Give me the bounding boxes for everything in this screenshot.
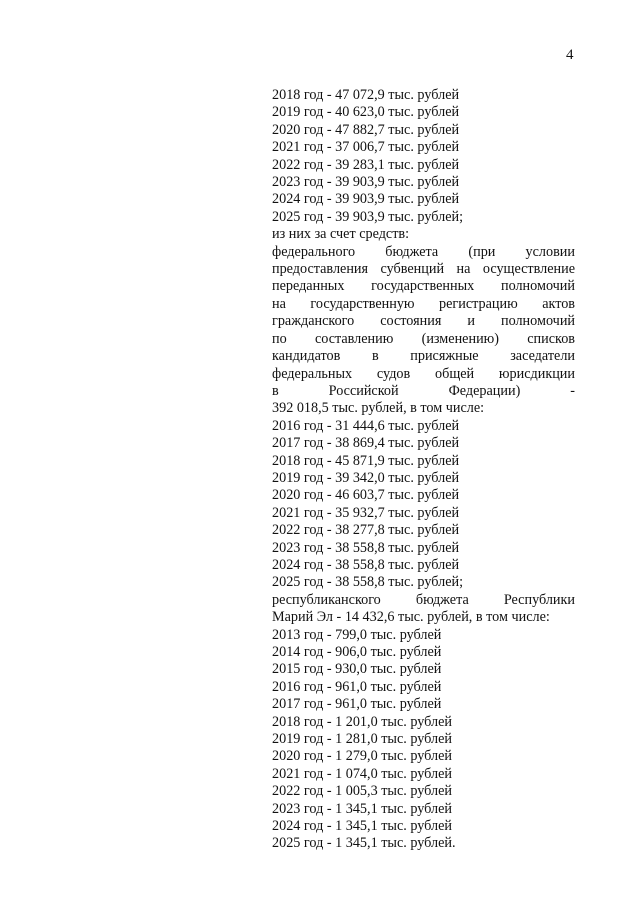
federal-year-line: 2021 год - 35 932,7 тыс. рублей [272,504,460,521]
federal-paragraph-line: по составлению (изменению) списков [272,330,575,347]
federal-year-line: 2023 год - 38 558,8 тыс. рублей [272,539,460,556]
federal-paragraph [272,244,575,401]
republic-year-line: 2019 год - 1 281,0 тыс. рублей [272,731,452,748]
federal-year-line: 2017 год - 38 869,4 тыс. рублей [272,435,460,452]
federal-paragraph-line: на государственную регистрацию актов [272,295,575,312]
federal-year-line: 2025 год - 38 558,8 тыс. рублей; [272,574,464,591]
federal-year-line: 2022 год - 38 277,8 тыс. рублей [272,522,460,539]
republic-year-line: 2024 год - 1 345,1 тыс. рублей [272,818,452,835]
federal-paragraph-line: предоставления субвенций на осуществление [272,261,575,278]
total-year-line: 2019 год - 40 623,0 тыс. рублей [272,104,460,121]
federal-year-line: 2020 год - 46 603,7 тыс. рублей [272,487,460,504]
total-year-line: 2020 год - 47 882,7 тыс. рублей [272,121,460,138]
republic-year-line: 2014 год - 906,0 тыс. рублей [272,644,442,660]
federal-year-line: 2016 год - 31 444,6 тыс. рублей [272,417,460,434]
total-year-line: 2024 год - 39 903,9 тыс. рублей [272,191,460,208]
republic-years-list [272,627,575,853]
federal-paragraph-line: федерального бюджета (при условии [272,243,575,260]
federal-year-line: 2019 год - 39 342,0 тыс. рублей [272,469,460,486]
republic-year-line: 2022 год - 1 005,3 тыс. рублей [272,783,452,800]
total-year-line: 2018 год - 47 072,9 тыс. рублей [272,87,460,103]
republic-year-line: 2017 год - 961,0 тыс. рублей [272,696,442,713]
federal-paragraph-line: переданных государственных полномочий [272,278,575,295]
federal-paragraph-line: в Российской Федерации) - [272,382,575,399]
document-body [272,87,575,853]
republic-year-line: 2021 год - 1 074,0 тыс. рублей [272,765,452,782]
republic-year-line: 2023 год - 1 345,1 тыс. рублей [272,800,452,817]
republic-year-line: 2025 год - 1 345,1 тыс. рублей. [272,835,456,852]
federal-total-text: 392 018,5 тыс. рублей, в том числе: [272,400,485,417]
republic-paragraph [272,592,575,627]
from-funds-text: из них за счет средств: [272,226,410,243]
republic-year-line: 2020 год - 1 279,0 тыс. рублей [272,748,452,765]
total-years-list [272,87,575,226]
federal-paragraph-line: гражданского состояния и полномочий [272,313,575,330]
federal-year-line: 2024 год - 38 558,8 тыс. рублей [272,556,460,573]
federal-paragraph-line: кандидатов в присяжные заседатели [272,348,575,365]
federal-year-line: 2018 год - 45 871,9 тыс. рублей [272,452,460,469]
federal-paragraph-line: федеральных судов общей юрисдикции [272,365,575,382]
page-number: 4 [566,47,574,63]
federal-years-list [272,418,575,592]
republic-year-line: 2015 год - 930,0 тыс. рублей [272,661,442,678]
republic-year-line: 2018 год - 1 201,0 тыс. рублей [272,713,452,730]
total-year-line: 2022 год - 39 283,1 тыс. рублей [272,156,460,173]
republic-paragraph-line: республиканского бюджета Республики [272,591,575,608]
republic-year-line: 2016 год - 961,0 тыс. рублей [272,678,442,695]
total-year-line: 2023 год - 39 903,9 тыс. рублей [272,174,460,191]
republic-year-line: 2013 год - 799,0 тыс. рублей [272,626,442,643]
total-year-line: 2021 год - 37 006,7 тыс. рублей [272,139,460,156]
total-year-line: 2025 год - 39 903,9 тыс. рублей; [272,208,464,225]
republic-paragraph-line: Марий Эл - 14 432,6 тыс. рублей, в том числе: [272,609,550,626]
